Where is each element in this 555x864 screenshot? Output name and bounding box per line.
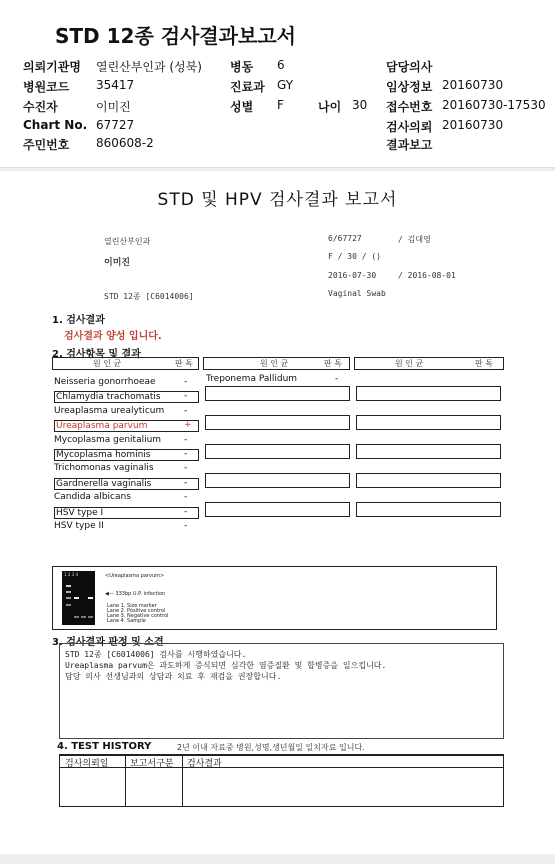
section-3-title: 3. 검사결과 판정 및 소견 [52,637,164,648]
gel-legend-3: Lane 3. Negative control [107,613,169,619]
header-title: STD 12종 검사결과보고서 [55,24,296,48]
label-patient: 수진자 [23,100,58,114]
pathogen-result: - [184,477,188,488]
header-row-1 [0,58,555,78]
label-sex: 성별 [230,100,254,114]
pathogen-name: Ureaplasma urealyticum [54,405,165,416]
label-result-report: 결과보고 [386,138,433,152]
pathogen-result: - [184,434,188,445]
history-col-result: 검사결과 [187,759,222,769]
pathogen-result: - [184,492,188,503]
empty-result-box [205,473,350,488]
gel-legend-2: Lane 2. Positive control [107,608,166,614]
opinion-box [59,643,504,739]
header-row-2 [0,78,555,98]
label-chart-no: Chart No. [23,118,88,132]
gel-legend-1: Lane 1. Size marker [107,603,157,609]
label-institution: 의뢰기관명 [23,60,81,74]
pathogen-result: - [184,377,188,387]
label-clinical-info: 임상정보 [386,80,433,94]
gel-legend-4: Lane 4. Sample [107,618,146,624]
gel-electrophoresis-image [62,571,95,625]
pathogen-result: - [184,391,188,402]
pathogen-name: Trichomonas vaginalis [54,463,154,474]
report-sex-age: F / 30 / () [328,252,381,261]
header-summary [0,0,555,168]
header-result: 판 독 [324,359,342,368]
table-header-col3 [354,357,504,370]
report-doctor: / 김대영 [398,235,431,244]
pathogen-name: HSV type II [54,521,104,531]
empty-result-box [205,502,350,517]
value-request-date: 20160730 [442,118,504,132]
report-title: STD 및 HPV 검사결과 보고서 [157,190,398,210]
opinion-line-1: STD 12종 [C6014006] 검사를 시행하였습니다. [65,650,247,659]
report-hospital: 열린산부인과 [104,237,151,246]
pathogen-result: - [184,463,188,474]
header-pathogen: 원 인 균 [260,359,289,368]
report-date-reported: / 2016-08-01 [398,271,456,280]
value-chart-no: 67727 [96,118,135,132]
label-doctor: 담당의사 [386,60,433,74]
label-ward: 병동 [230,60,254,74]
value-institution: 열린산부인과 (성북) [96,60,202,74]
label-hospital-code: 병원코드 [23,80,70,94]
pathogen-name-treponema: Treponema Pallidum [206,374,298,384]
report-date-received: 2016-07-30 [328,271,377,280]
label-resident-no: 주민번호 [23,138,70,152]
label-department: 진료과 [230,80,265,94]
gel-lane-numbers: 1 2 3 4 [64,572,78,577]
label-request-date: 검사의뢰 [386,120,433,134]
pathogen-result-treponema: - [335,374,339,384]
value-receipt-no: 20160730-17530 [442,98,546,112]
history-table [59,754,504,807]
value-department: GY [277,78,294,92]
empty-result-box [205,444,350,459]
pathogen-name: Ureaplasma parvum [54,420,199,432]
empty-result-box [356,444,501,459]
label-age: 나이 [318,100,342,114]
label-receipt-no: 접수번호 [386,100,433,114]
empty-result-box [205,415,350,430]
value-age: 30 [352,98,368,112]
result-summary: 검사결과 양성 입니다. [64,331,162,342]
section-1-title: 1. 검사결과 [52,315,105,326]
header-row-3 [0,98,555,118]
value-clinical-info: 20160730 [442,78,504,92]
pathogen-result: + [184,420,192,431]
history-note: 2년 이내 자료중 병원,성명,생년월일 일치자료 입니다. [177,743,365,752]
table-header-col1 [52,357,199,370]
header-result: 판 독 [175,359,193,368]
empty-result-box [356,386,501,401]
section-4-title: 4. TEST HISTORY [57,741,152,752]
pathogen-name: HSV type I [54,507,199,519]
pathogen-name: Mycoplasma genitalium [54,434,162,445]
pathogen-result: - [184,405,188,416]
empty-result-box [356,415,501,430]
value-hospital-code: 35417 [96,78,135,92]
report-ward-chart: 6/67727 [328,234,362,243]
opinion-line-2: Ureaplasma parvum은 과도하게 증식되면 심각한 염증질환 및 합병증을 일으킵니다. [65,661,387,670]
history-col-report-type: 보고서구분 [130,759,174,769]
empty-result-box [205,386,350,401]
pathogen-name: Neisseria gonorrhoeae [54,377,156,387]
pathogen-result: - [184,506,188,517]
header-pathogen: 원 인 균 [93,359,122,368]
section-2-title: 2. 검사항목 및 결과 [52,349,141,360]
report-specimen: Vaginal Swab [328,289,386,298]
value-ward: 6 [277,58,285,72]
empty-result-box [356,502,501,517]
gel-band-label: ◀— 333bp U.P. infection [105,591,166,597]
header-row-5 [0,136,555,156]
pathogen-name: Chlamydia trachomatis [54,391,199,403]
header-pathogen: 원 인 균 [395,359,424,368]
report-test-code: STD 12종 [C6014006] [104,292,194,301]
opinion-line-3: 담당 의사 선생님과의 상담과 치료 후 재검을 권장합니다. [65,672,282,681]
gel-title: <Ureaplasma parvum> [105,573,165,579]
pathogen-name: Gardnerella vaginalis [54,478,199,490]
pathogen-name: Candida albicans [54,492,131,503]
value-patient: 이미진 [96,100,131,114]
value-resident-no: 860608-2 [96,136,154,150]
table-header-col2 [203,357,350,370]
header-row-4 [0,118,555,138]
pathogen-name: Mycoplasma hominis [54,449,199,461]
value-sex: F [277,98,284,112]
pathogen-result: - [184,449,188,459]
header-result: 판 독 [475,359,493,368]
history-col-request-date: 검사의뢰일 [65,759,109,769]
empty-result-box [356,473,501,488]
report-page [0,171,555,854]
pathogen-result: - [184,521,188,531]
report-patient: 이미진 [104,258,131,268]
gel-image-panel [52,566,497,630]
